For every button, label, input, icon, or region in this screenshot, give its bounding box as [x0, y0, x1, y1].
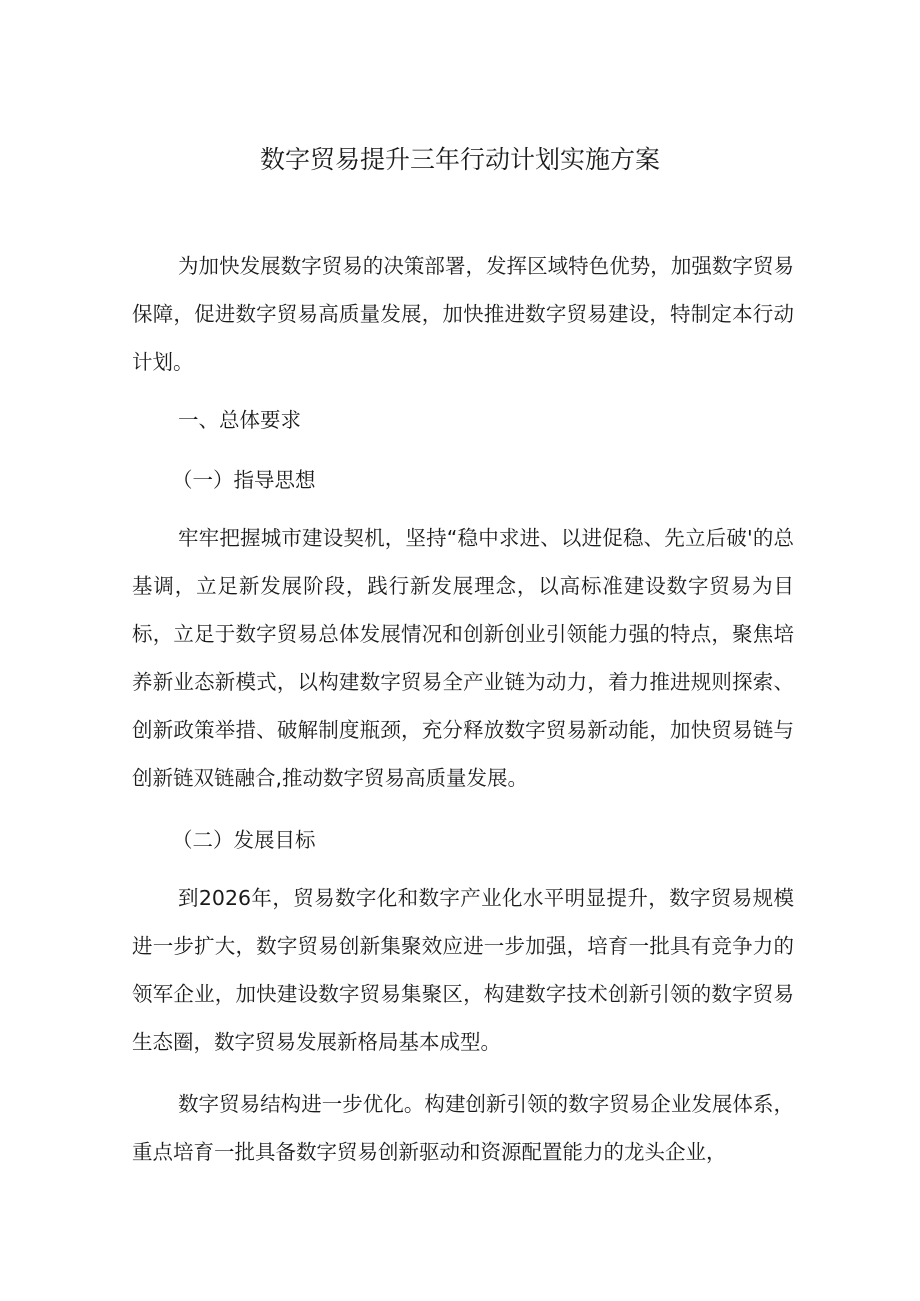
subsection-heading-guiding-thought: （一）指导思想 — [172, 468, 316, 492]
intro-paragraph: 为加快发展数字贸易的决策部署，发挥区域特色优势，加强数字贸易保障，促进数字贸易高质量发展，加快推进数字贸易建设，特制定本行动计划。 — [132, 254, 794, 374]
document-title: 数字贸易提升三年行动计划实施方案 — [259, 145, 660, 174]
subsection-heading-development-goals: （二）发展目标 — [172, 828, 316, 852]
guiding-thought-paragraph: 牢牢把握城市建设契机，坚持“稳中求进、以进促稳、先立后破'的总基调，立足新发展阶段，践行新发展理念，以高标准建设数字贸易为目标，立足于数字贸易总体发展情况和创新创业引领能力强的特点，聚焦培养新业态新模式，以构建数字贸易全产业链为动力，着力推进规则探索、创新政策举措、破解制度瓶颈，充分释放数字贸易新动能，加快贸易链与创新链双链融合,推动数字贸易高质量发展。 — [132, 526, 794, 790]
structure-optimization-paragraph: 数字贸易结构进一步优化。构建创新引领的数字贸易企业发展体系，重点培育一批具备数字贸易创新驱动和资源配置能力的龙头企业， — [132, 1092, 794, 1164]
section-heading-general-requirements: 一、总体要求 — [178, 408, 301, 432]
goal-2026-paragraph: 到2026年，贸易数字化和数字产业化水平明显提升，数字贸易规模进一步扩大，数字贸易创新集聚效应进一步加强，培育一批具有竞争力的领军企业，加快建设数字贸易集聚区，构建数字技术创新引领的数字贸易生态圈，数字贸易发展新格局基本成型。 — [132, 886, 794, 1054]
